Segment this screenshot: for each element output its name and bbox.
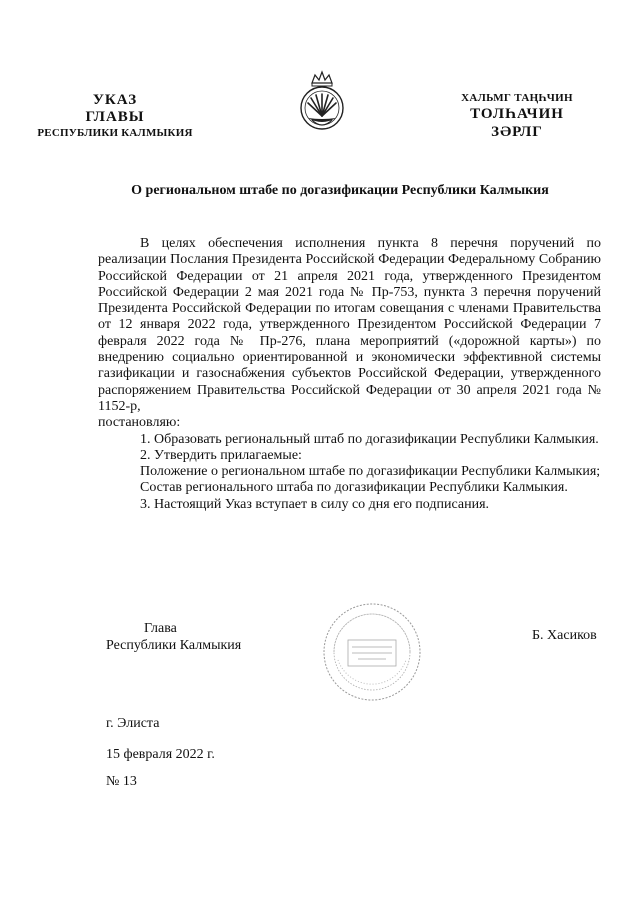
signature-role-line1: Глава bbox=[144, 621, 177, 636]
resolve-line: постановляю: bbox=[98, 415, 181, 431]
issue-date: 15 февраля 2022 г. bbox=[106, 747, 215, 762]
document-body bbox=[98, 236, 601, 513]
item-2: 2. Утвердить прилагаемые: bbox=[140, 447, 302, 463]
document-title: О региональном штабе по догазификации Республики Калмыкия bbox=[131, 183, 549, 198]
signature-role-line2: Республики Калмыкия bbox=[106, 638, 242, 653]
decree-number: № 13 bbox=[106, 774, 137, 789]
header-left bbox=[30, 92, 200, 141]
item-3: 3. Настоящий Указ вступает в силу со дня его подписания. bbox=[140, 496, 490, 512]
preamble-paragraph: В целях обеспечения исполнения пункта 8 перечня поручений по реализации Послания Президента Российской Федерации Федеральному Собранию Российской Федерации от 21 апреля 2021 года, утвержденного Президентом Российской Федерации 2 мая 2021 года № Пр-753, пункта 3 перечня поручений Президента Российской Федерации по итогам совещания с членами Правительства от 12 января 2022 года, утвержденного Президентом Российской Федерации 7 февраля 2022 года № Пр-276, плана мероприятий («дорожной карты») по внедрению социально ориентированной и экономически эффективной системы газификации и газоснабжения субъектов Российской Федерации, утвержденного распоряжением Правительства Российской Федерации от 30 апреля 2021 года № 1152-р, bbox=[98, 236, 601, 414]
item-2a: Положение о региональном штабе по догазификации Республики Калмыкия; bbox=[140, 464, 601, 480]
header-left-line2: ГЛАВЫ bbox=[85, 109, 145, 125]
header-right-line3: ЗӘРЛГ bbox=[491, 124, 543, 140]
signature-role bbox=[106, 620, 241, 654]
item-1: 1. Образовать региональный штаб по догазификации Республики Калмыкия. bbox=[140, 431, 599, 447]
header-right bbox=[447, 91, 587, 141]
header-left-line1: УКАЗ bbox=[92, 92, 138, 108]
header-right-line1: ХАЛЬМГ ТАҢҺЧИН bbox=[461, 92, 573, 104]
coat-of-arms-icon bbox=[298, 70, 346, 132]
header-left-line3: РЕСПУБЛИКИ КАЛМЫКИЯ bbox=[37, 127, 193, 139]
official-stamp-icon bbox=[320, 600, 424, 704]
header-right-line2: ТОЛҺАЧИН bbox=[470, 106, 564, 122]
signature-name: Б. Хасиков bbox=[532, 628, 597, 643]
issue-place: г. Элиста bbox=[106, 716, 160, 731]
item-2b: Состав регионального штаба по догазификации Республики Калмыкия. bbox=[140, 480, 568, 496]
